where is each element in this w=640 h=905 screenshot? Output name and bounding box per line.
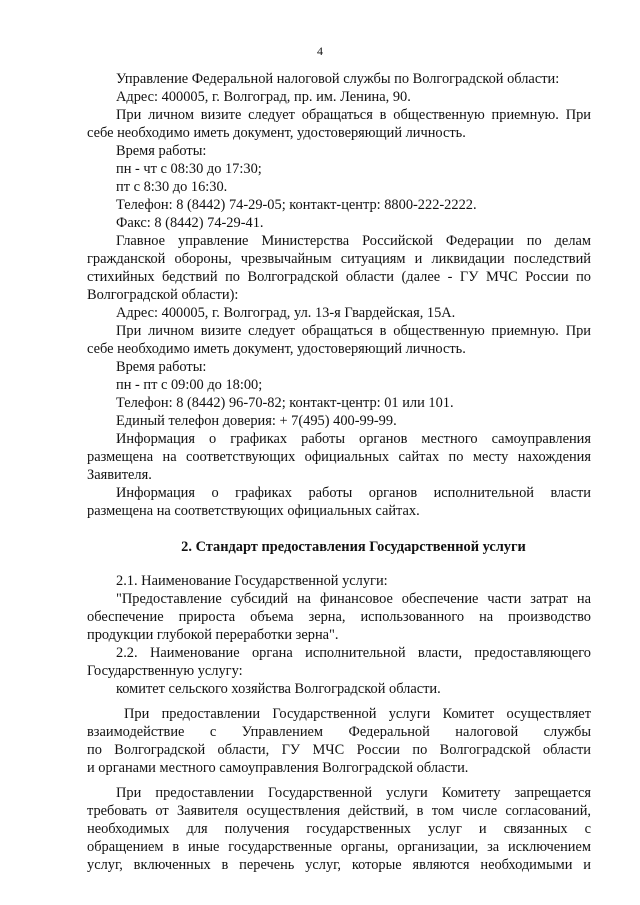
- text-line: и органами местного самоуправления Волгоградской области.: [87, 760, 469, 776]
- text-line: 2.2. Наименование органа исполнительной власти, предоставляющего: [116, 645, 591, 661]
- page-number: 4: [317, 44, 323, 58]
- text-line: стихийных бедствий по Волгоградской области (далее - ГУ МЧС России по: [87, 269, 591, 285]
- text-line: При личном визите следует обращаться в общественную приемную. При: [116, 107, 591, 123]
- text-line: Время работы:: [116, 359, 207, 375]
- text-line: Телефон: 8 (8442) 74-29-05; контакт-центр: 8800-222-2222.: [116, 197, 477, 213]
- section-heading: 2. Стандарт предоставления Государственной услуги: [181, 539, 526, 555]
- text-line: Управление Федеральной налоговой службы по Волгоградской области:: [116, 71, 560, 87]
- text-line: 2.1. Наименование Государственной услуги:: [116, 573, 388, 589]
- text-line: пн - пт с 09:00 до 18:00;: [116, 377, 263, 393]
- text-line: Информация о графиках работы органов местного самоуправления: [116, 431, 591, 447]
- text-line: размещена на соответствующих официальных сайтах по месту нахождения: [87, 449, 591, 465]
- text-line: Адрес: 400005, г. Волгоград, пр. им. Ленина, 90.: [116, 89, 411, 105]
- text-line: взаимодействие с Управлением Федеральной налоговой службы: [87, 724, 591, 740]
- text-line: Волгоградской области):: [87, 287, 239, 303]
- contacts-section: [87, 70, 591, 520]
- text-line: Адрес: 400005, г. Волгоград, ул. 13-я Гвардейская, 15А.: [116, 305, 456, 321]
- text-line: пн - чт с 08:30 до 17:30;: [116, 161, 262, 177]
- paragraph-gap: [116, 698, 591, 705]
- text-line: При предоставлении Государственной услуги Комитет осуществляет: [124, 706, 591, 722]
- document-body: [87, 70, 591, 874]
- text-line: необходимых для получения государственных услуг и связанных с: [87, 821, 591, 837]
- text-line: пт с 8:30 до 16:30.: [116, 179, 228, 195]
- text-line: требовать от Заявителя осуществления действий, в том числе согласований,: [87, 803, 591, 819]
- text-line: по Волгоградской области, ГУ МЧС России по Волгоградской области: [87, 742, 591, 758]
- paragraph-gap: [116, 777, 591, 784]
- text-line: Заявителя.: [87, 467, 152, 483]
- text-line: комитет сельского хозяйства Волгоградской области.: [116, 681, 441, 697]
- text-line: гражданской обороны, чрезвычайным ситуациям и ликвидации последствий: [87, 251, 591, 267]
- text-line: Главное управление Министерства Российской Федерации по делам: [116, 233, 591, 249]
- text-line: размещена на соответствующих официальных сайтах.: [87, 503, 420, 519]
- text-line: обеспечение прироста объема зерна, использованного на производство: [87, 609, 591, 625]
- text-line: себе необходимо иметь документ, удостоверяющий личность.: [87, 341, 466, 357]
- text-line: продукции глубокой переработки зерна".: [87, 627, 339, 643]
- text-line: При личном визите следует обращаться в общественную приемную. При: [116, 323, 591, 339]
- standard-section: [87, 572, 591, 874]
- text-line: При предоставлении Государственной услуги Комитету запрещается: [116, 785, 591, 801]
- text-line: Факс: 8 (8442) 74-29-41.: [116, 215, 264, 231]
- text-line: Телефон: 8 (8442) 96-70-82; контакт-центр: 01 или 101.: [116, 395, 454, 411]
- text-line: Информация о графиках работы органов исполнительной власти: [116, 485, 591, 501]
- text-line: себе необходимо иметь документ, удостоверяющий личность.: [87, 125, 466, 141]
- text-line: Государственную услугу:: [87, 663, 243, 679]
- text-line: "Предоставление субсидий на финансовое обеспечение части затрат на: [116, 591, 591, 607]
- text-line: услуг, включенных в перечень услуг, которые являются необходимыми и: [87, 857, 591, 873]
- text-line: обращением в иные государственные органы, организации, за исключением: [87, 839, 591, 855]
- text-line: Время работы:: [116, 143, 207, 159]
- text-line: Единый телефон доверия: + 7(495) 400-99-99.: [116, 413, 397, 429]
